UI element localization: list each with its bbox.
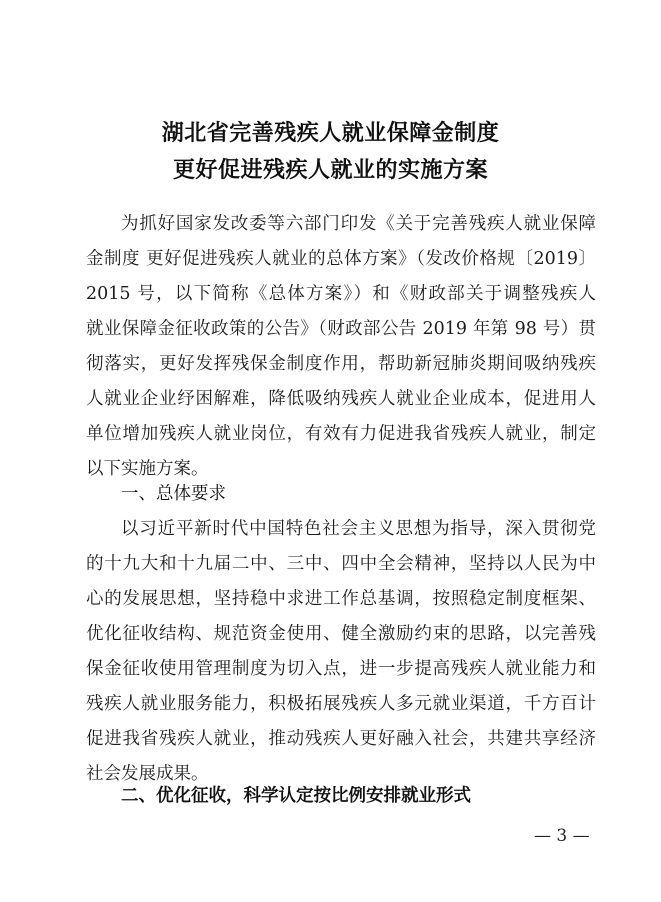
section-1-line-4: 优化征收结构、规范资金使用、健全激励约束的思路，以完善残 — [86, 624, 596, 644]
intro-line-2: 金制度 更好促进残疾人就业的总体方案》（发改价格规〔2019〕 — [86, 249, 596, 269]
document-title-line-2: 更好促进残疾人就业的实施方案 — [172, 157, 488, 183]
intro-line-1: 为抓好国家发改委等六部门印发《关于完善残疾人就业保障 — [121, 214, 596, 234]
intro-line-4: 就业保障金征收政策的公告》（财政部公告 2019 年第 98 号）贯 — [86, 319, 596, 339]
section-2-heading: 二、优化征收，科学认定按比例安排就业形式 — [121, 786, 471, 806]
page-number: — 3 — — [534, 826, 590, 846]
section-1-line-6: 残疾人就业服务能力，积极拓展残疾人多元就业渠道，千方百计 — [86, 694, 596, 714]
section-1-line-7: 促进我省残疾人就业，推动残疾人更好融入社会，共建共享经济 — [86, 729, 596, 749]
section-1-line-8: 社会发展成果。 — [86, 764, 209, 784]
section-1-heading: 一、总体要求 — [121, 484, 226, 504]
intro-line-3: 2015 号，以下简称《总体方案》）和《财政部关于调整残疾人 — [86, 284, 596, 304]
intro-line-6: 人就业企业纾困解难，降低吸纳残疾人就业企业成本，促进用人 — [86, 389, 596, 409]
document-title-line-1: 湖北省完善残疾人就业保障金制度 — [161, 120, 500, 146]
section-1-line-2: 的十九大和十九届二中、三中、四中全会精神，坚持以人民为中 — [86, 554, 596, 574]
section-1-line-1: 以习近平新时代中国特色社会主义思想为指导，深入贯彻党 — [121, 519, 596, 539]
section-1-line-5: 保金征收使用管理制度为切入点，进一步提高残疾人就业能力和 — [86, 659, 596, 679]
intro-line-8: 以下实施方案。 — [86, 459, 209, 479]
intro-line-5: 彻落实，更好发挥残保金制度作用，帮助新冠肺炎期间吸纳残疾 — [86, 354, 596, 374]
intro-line-7: 单位增加残疾人就业岗位，有效有力促进我省残疾人就业，制定 — [86, 424, 596, 444]
section-1-line-3: 心的发展思想，坚持稳中求进工作总基调，按照稳定制度框架、 — [86, 589, 596, 609]
